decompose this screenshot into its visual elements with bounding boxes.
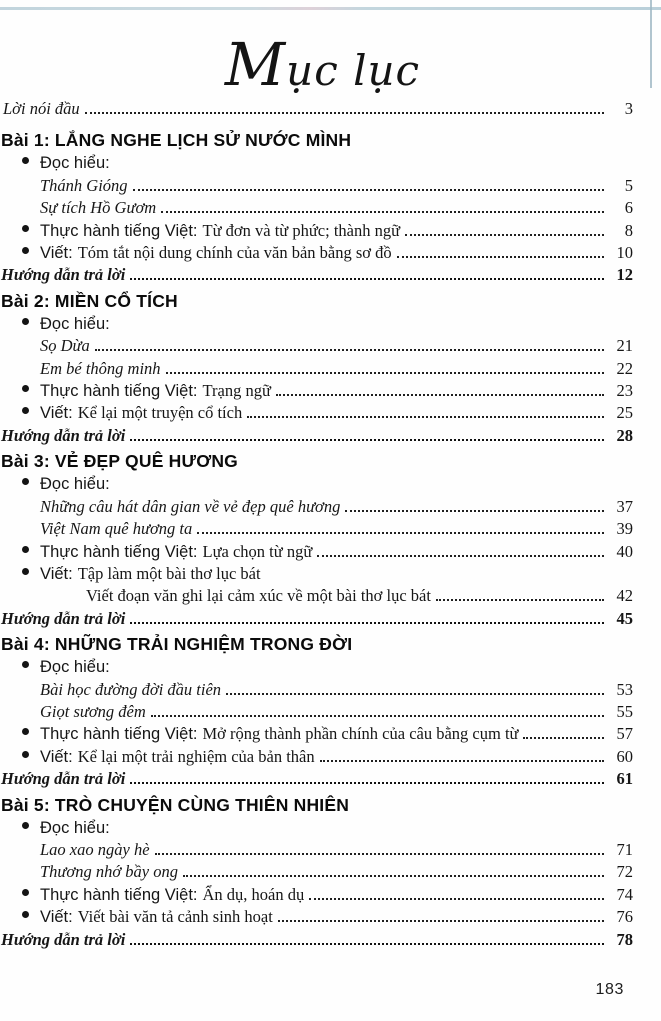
toc-row-doc-hieu — [1, 473, 633, 495]
bullet-icon — [22, 318, 29, 325]
leader-dots — [166, 372, 604, 374]
leader-dots — [151, 715, 604, 717]
write-label: Kể lại một trải nghiệm của bản thân — [77, 746, 315, 766]
practice-prefix: Thực hành tiếng Việt: — [40, 382, 198, 401]
bullet-icon — [22, 728, 29, 735]
reading-title: Những câu hát dân gian về vẻ đẹp quê hương — [40, 496, 341, 516]
leader-dots — [130, 622, 604, 624]
folio-page-number: 183 — [595, 981, 624, 998]
page-number: 53 — [616, 679, 633, 699]
page-number: 40 — [616, 541, 633, 561]
toc-row-doc-hieu — [1, 656, 633, 678]
practice-prefix: Thực hành tiếng Việt: — [40, 725, 198, 744]
section-4-heading: Bài 4: NHỮNG TRẢI NGHIỆM TRONG ĐỜI — [1, 634, 353, 655]
toc-row-reading — [1, 335, 633, 357]
bullet-icon — [22, 407, 29, 414]
scan-edge-top — [0, 7, 661, 10]
toc-row-practice — [1, 220, 633, 242]
bullet-icon — [22, 751, 29, 758]
toc-row-reading — [1, 518, 633, 540]
leader-dots — [130, 278, 604, 280]
toc-row-reading — [1, 861, 633, 883]
page-number: 39 — [616, 519, 633, 539]
toc-row-write — [1, 906, 633, 928]
toc-row-doc-hieu — [1, 313, 633, 335]
leader-dots — [130, 439, 604, 441]
section-1-heading: Bài 1: LẮNG NGHE LỊCH SỬ NƯỚC MÌNH — [1, 130, 352, 151]
write-prefix: Viết: — [40, 908, 73, 927]
page-number: 3 — [624, 99, 633, 118]
page-number: 76 — [616, 907, 633, 927]
doc-hieu-label: Đọc hiểu: — [40, 314, 110, 333]
practice-label: Từ đơn và từ phức; thành ngữ — [202, 220, 401, 240]
toc-row-reading — [1, 175, 633, 197]
reading-title: Thánh Gióng — [40, 175, 128, 195]
practice-label: Ẩn dụ, hoán dụ — [202, 884, 305, 904]
reading-title: Bài học đường đời đầu tiên — [40, 679, 222, 699]
scan-edge-right — [650, 0, 652, 88]
bullet-icon — [22, 661, 29, 668]
section-3-heading: Bài 3: VẺ ĐẸP QUÊ HƯƠNG — [1, 451, 238, 472]
leader-dots — [226, 693, 604, 695]
toc-row-write — [1, 402, 633, 424]
page-number: 57 — [616, 724, 633, 744]
leader-dots — [95, 349, 604, 351]
toc-row-answer-guide — [1, 608, 633, 630]
bullet-icon — [22, 911, 29, 918]
page-number: 72 — [616, 862, 633, 882]
practice-label: Mở rộng thành phần chính của câu bằng cụm từ — [202, 724, 519, 744]
practice-label: Trạng ngữ — [202, 381, 271, 401]
answer-guide-label: Hướng dẫn trả lời — [1, 425, 126, 445]
write-label: Tóm tắt nội dung chính của văn bản bằng sơ đồ — [77, 243, 392, 263]
toc-row-reading — [1, 701, 633, 723]
leader-dots — [155, 853, 604, 855]
leader-dots — [317, 555, 604, 557]
write-label: Kể lại một truyện cổ tích — [77, 403, 243, 423]
page-number: 37 — [616, 496, 633, 516]
reading-title: Giọt sương đêm — [40, 701, 146, 721]
leader-dots — [278, 920, 604, 922]
page-number: 8 — [624, 220, 633, 240]
page-title: Mục lục — [224, 30, 421, 99]
write-label: Viết bài văn tả cảnh sinh hoạt — [77, 907, 273, 927]
toc-row-practice — [1, 723, 633, 745]
practice-prefix: Thực hành tiếng Việt: — [40, 885, 198, 904]
practice-prefix: Thực hành tiếng Việt: — [40, 542, 198, 561]
leader-dots — [197, 532, 604, 534]
answer-guide-label: Hướng dẫn trả lời — [1, 769, 126, 789]
page-number: 12 — [616, 265, 633, 285]
page-number: 21 — [616, 336, 633, 356]
write-prefix: Viết: — [40, 244, 73, 263]
leader-dots — [309, 898, 604, 900]
doc-hieu-label: Đọc hiểu: — [40, 475, 110, 494]
leader-dots — [276, 394, 604, 396]
toc-row-reading — [1, 679, 633, 701]
leader-dots — [397, 256, 604, 258]
leader-dots — [183, 875, 604, 877]
bullet-icon — [22, 157, 29, 164]
write-prefix: Viết: — [40, 564, 73, 583]
toc-row-write — [1, 746, 633, 768]
doc-hieu-label: Đọc hiểu: — [40, 818, 110, 837]
leader-dots — [320, 760, 604, 762]
toc-row-write-continuation — [1, 585, 633, 607]
leader-dots — [345, 510, 604, 512]
leader-dots — [247, 416, 604, 418]
toc-row-doc-hieu — [1, 817, 633, 839]
toc-row-reading — [1, 358, 633, 380]
toc-row-write — [1, 563, 633, 585]
leader-dots — [523, 737, 604, 739]
preface-label: Lời nói đầu — [3, 99, 80, 118]
page-number: 55 — [616, 701, 633, 721]
page-number: 61 — [616, 769, 633, 789]
leader-dots — [405, 234, 604, 236]
practice-label: Lựa chọn từ ngữ — [202, 541, 313, 561]
toc-row-answer-guide — [1, 929, 633, 951]
toc-row-answer-guide — [1, 425, 633, 447]
doc-hieu-label: Đọc hiểu: — [40, 658, 110, 677]
bullet-icon — [22, 225, 29, 232]
toc-row-reading — [1, 496, 633, 518]
toc-content — [1, 98, 633, 951]
toc-row-answer-guide — [1, 768, 633, 790]
write-prefix: Viết: — [40, 404, 73, 423]
page-number: 25 — [616, 403, 633, 423]
leader-dots — [161, 211, 604, 213]
bullet-icon — [22, 889, 29, 896]
page-number: 42 — [616, 586, 633, 606]
write-label: Tập làm một bài thơ lục bát — [77, 563, 261, 583]
leader-dots — [130, 782, 604, 784]
section-5-heading: Bài 5: TRÒ CHUYỆN CÙNG THIÊN NHIÊN — [1, 794, 350, 815]
toc-row-practice — [1, 541, 633, 563]
page-number: 78 — [616, 929, 633, 949]
page-number: 74 — [616, 884, 633, 904]
toc-row-write — [1, 242, 633, 264]
write-sub-label: Viết đoạn văn ghi lại cảm xúc về một bài thơ lục bát — [86, 586, 431, 606]
page-number: 28 — [616, 425, 633, 445]
toc-row-reading — [1, 839, 633, 861]
answer-guide-label: Hướng dẫn trả lời — [1, 608, 126, 628]
preface-row — [1, 98, 633, 120]
answer-guide-label: Hướng dẫn trả lời — [1, 265, 126, 285]
toc-row-reading — [1, 197, 633, 219]
practice-prefix: Thực hành tiếng Việt: — [40, 221, 198, 240]
leader-dots — [436, 599, 604, 601]
page-number: 5 — [624, 175, 633, 195]
bullet-icon — [22, 568, 29, 575]
reading-title: Thương nhớ bầy ong — [40, 862, 178, 882]
bullet-icon — [22, 822, 29, 829]
answer-guide-label: Hướng dẫn trả lời — [1, 929, 126, 949]
reading-title: Việt Nam quê hương ta — [40, 519, 193, 539]
doc-hieu-label: Đọc hiểu: — [40, 154, 110, 173]
page-number: 23 — [616, 381, 633, 401]
toc-row-answer-guide — [1, 264, 633, 286]
leader-dots — [85, 112, 604, 114]
toc-row-practice — [1, 884, 633, 906]
bullet-icon — [22, 385, 29, 392]
page-number: 10 — [616, 243, 633, 263]
bullet-icon — [22, 478, 29, 485]
section-2-heading: Bài 2: MIỀN CỔ TÍCH — [1, 290, 178, 311]
toc-row-doc-hieu — [1, 152, 633, 174]
page-number: 22 — [616, 358, 633, 378]
page-number: 71 — [616, 839, 633, 859]
reading-title: Em bé thông minh — [40, 358, 161, 378]
leader-dots — [133, 189, 604, 191]
page-number: 60 — [616, 746, 633, 766]
toc-row-practice — [1, 380, 633, 402]
reading-title: Lao xao ngày hè — [40, 839, 150, 859]
page-number: 6 — [624, 198, 633, 218]
reading-title: Sự tích Hồ Gươm — [40, 198, 157, 218]
leader-dots — [130, 943, 604, 945]
write-prefix: Viết: — [40, 747, 73, 766]
bullet-icon — [22, 546, 29, 553]
page-number: 45 — [616, 608, 633, 628]
reading-title: Sọ Dừa — [40, 336, 90, 356]
bullet-icon — [22, 247, 29, 254]
